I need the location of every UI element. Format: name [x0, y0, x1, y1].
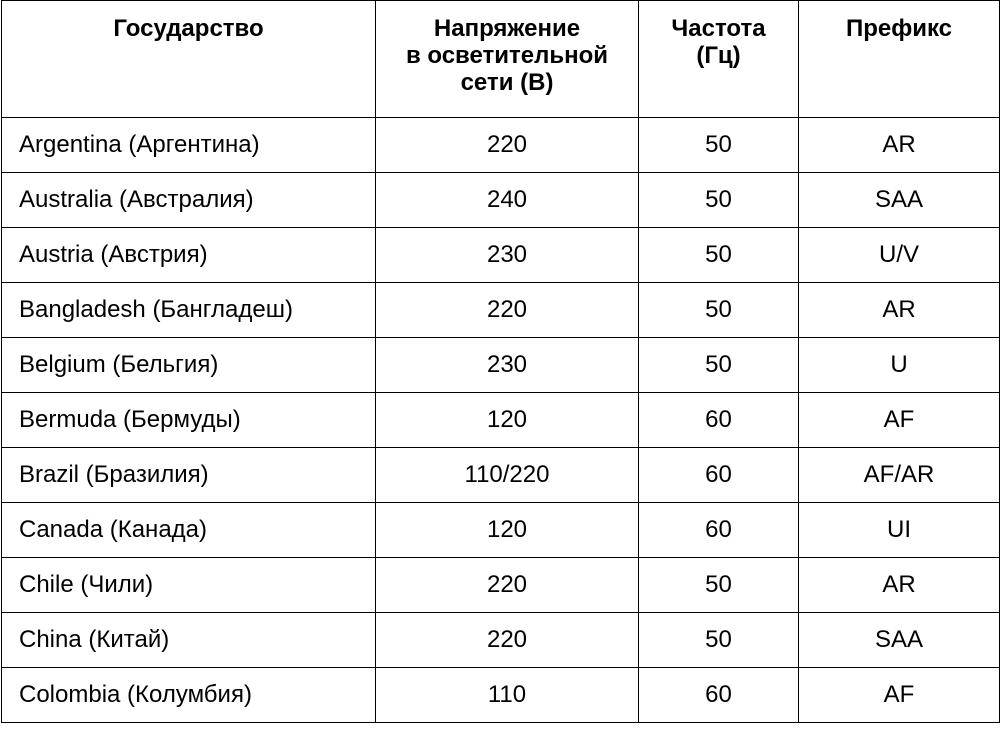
header-country: [2, 1, 376, 118]
country-cell: Colombia (Колумбия): [2, 668, 376, 723]
frequency-cell: 60: [639, 393, 799, 448]
voltage-cell: 220: [376, 613, 639, 668]
header-voltage-line-3: сети (В): [460, 69, 554, 96]
table-row: [2, 283, 1000, 338]
frequency-cell: 60: [639, 503, 799, 558]
country-cell: China (Китай): [2, 613, 376, 668]
country-cell: Brazil (Бразилия): [2, 448, 376, 503]
frequency-cell: 50: [639, 118, 799, 173]
table-row: [2, 173, 1000, 228]
header-voltage: [376, 1, 639, 118]
frequency-cell: 50: [639, 338, 799, 393]
table-row: [2, 393, 1000, 448]
prefix-cell: AF/AR: [799, 448, 1000, 503]
voltage-cell: 120: [376, 503, 639, 558]
prefix-cell: AF: [799, 668, 1000, 723]
table-row: [2, 228, 1000, 283]
header-frequency-line-2: (Гц): [696, 42, 741, 69]
prefix-cell: AF: [799, 393, 1000, 448]
country-cell: Bermuda (Бермуды): [2, 393, 376, 448]
prefix-cell: SAA: [799, 173, 1000, 228]
voltage-cell: 220: [376, 283, 639, 338]
frequency-cell: 60: [639, 668, 799, 723]
header-frequency: [639, 1, 799, 118]
header-prefix: [799, 1, 1000, 118]
table-row: [2, 338, 1000, 393]
frequency-cell: 50: [639, 283, 799, 338]
prefix-cell: SAA: [799, 613, 1000, 668]
header-country-label: Государство: [113, 15, 264, 42]
country-cell: Canada (Канада): [2, 503, 376, 558]
voltage-cell: 230: [376, 228, 639, 283]
frequency-cell: 50: [639, 228, 799, 283]
voltage-cell: 220: [376, 118, 639, 173]
table-row: [2, 448, 1000, 503]
frequency-cell: 50: [639, 613, 799, 668]
table-row: [2, 668, 1000, 723]
frequency-cell: 50: [639, 173, 799, 228]
table-row: [2, 118, 1000, 173]
table-header: [2, 1, 1000, 118]
voltage-cell: 120: [376, 393, 639, 448]
voltage-cell: 220: [376, 558, 639, 613]
voltage-cell: 110/220: [376, 448, 639, 503]
prefix-cell: UI: [799, 503, 1000, 558]
voltage-table: [1, 0, 1000, 723]
table-row: [2, 558, 1000, 613]
prefix-cell: U: [799, 338, 1000, 393]
header-prefix-label: Префикс: [845, 15, 953, 42]
country-cell: Chile (Чили): [2, 558, 376, 613]
prefix-cell: AR: [799, 283, 1000, 338]
frequency-cell: 60: [639, 448, 799, 503]
country-cell: Bangladesh (Бангладеш): [2, 283, 376, 338]
table-row: [2, 613, 1000, 668]
voltage-cell: 230: [376, 338, 639, 393]
prefix-cell: U/V: [799, 228, 1000, 283]
country-cell: Argentina (Аргентина): [2, 118, 376, 173]
header-voltage-line-1: Напряжение: [433, 15, 581, 42]
country-cell: Australia (Австралия): [2, 173, 376, 228]
table-row: [2, 503, 1000, 558]
voltage-cell: 110: [376, 668, 639, 723]
header-frequency-line-1: Частота: [671, 15, 766, 42]
voltage-cell: 240: [376, 173, 639, 228]
country-cell: Austria (Австрия): [2, 228, 376, 283]
header-voltage-line-2: в осветительной: [405, 42, 609, 69]
prefix-cell: AR: [799, 558, 1000, 613]
frequency-cell: 50: [639, 558, 799, 613]
header-row: [2, 1, 1000, 118]
country-cell: Belgium (Бельгия): [2, 338, 376, 393]
table-body: [2, 118, 1000, 723]
prefix-cell: AR: [799, 118, 1000, 173]
